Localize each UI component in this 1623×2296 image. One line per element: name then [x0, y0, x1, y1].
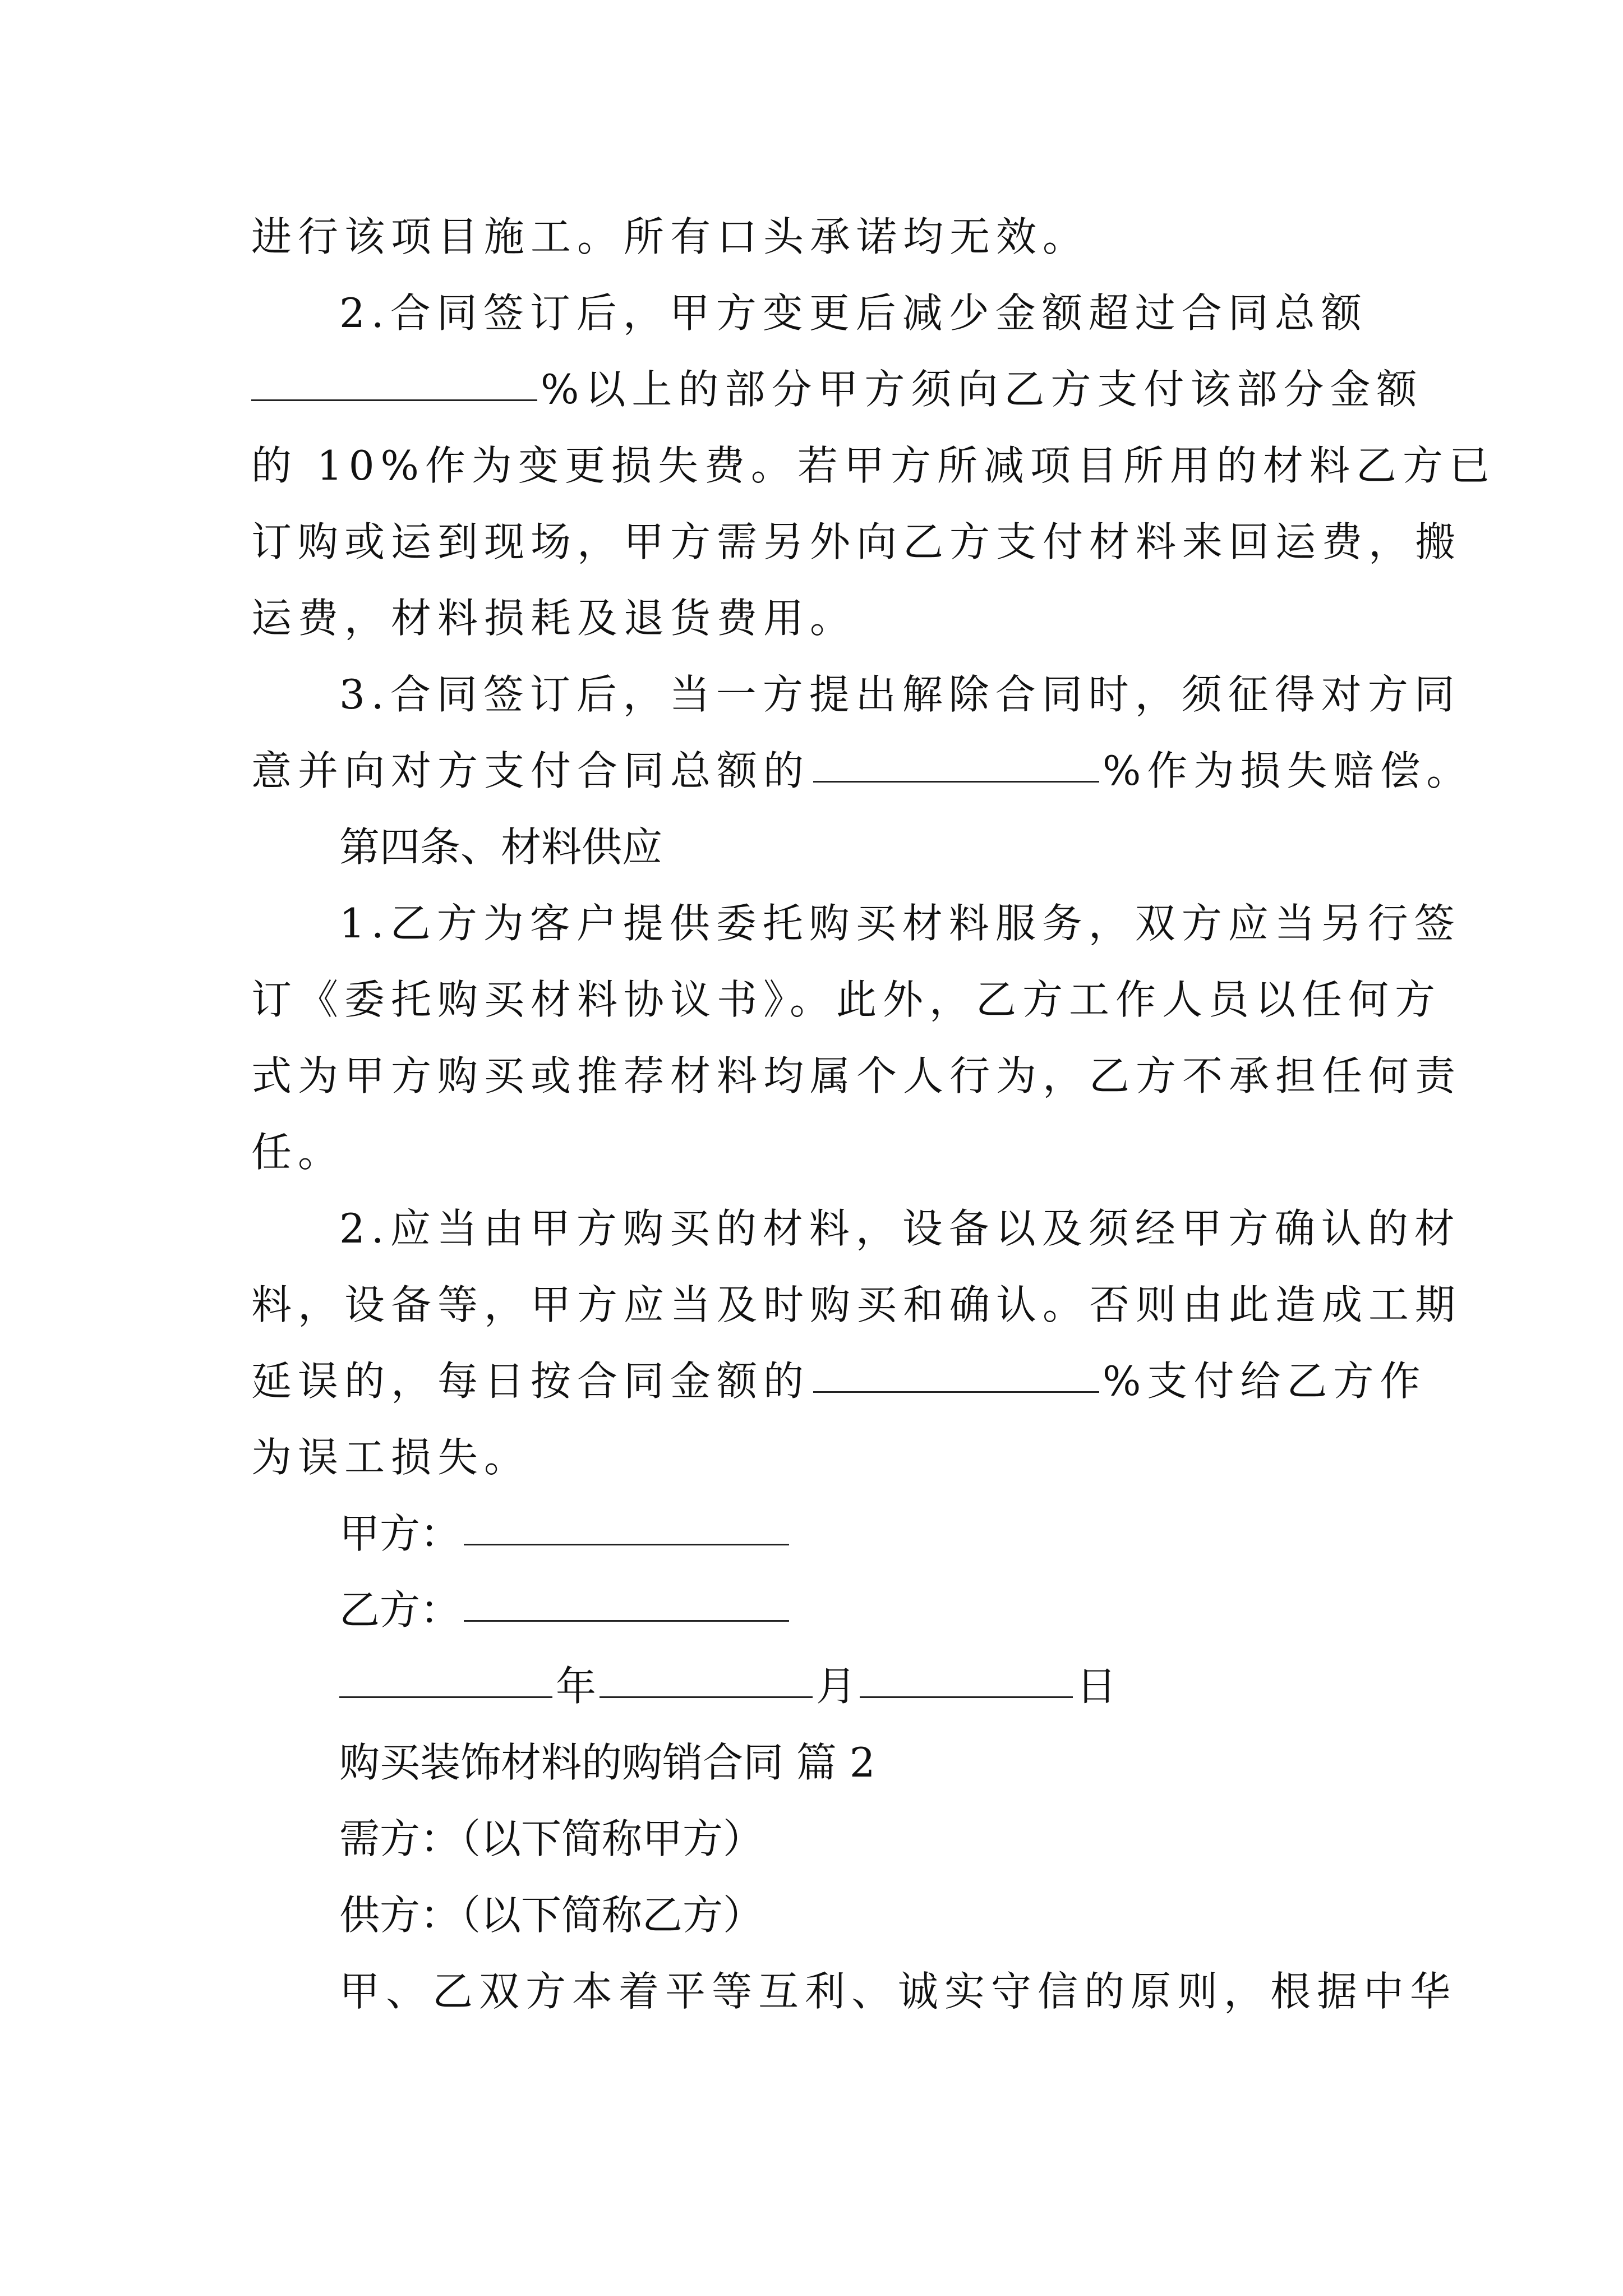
- supplier-line: 供方：（以下简称乙方）: [339, 1892, 764, 1939]
- text-line: 进行该项目施工。所有口头承诺均无效。: [251, 213, 1090, 260]
- buyer-line: 需方：（以下简称甲方）: [339, 1815, 764, 1862]
- fill-in-blank: [339, 1694, 552, 1698]
- fill-in-blank: [464, 1618, 789, 1622]
- text-line: 为误工损失。: [251, 1434, 531, 1481]
- text-line: 的 10%作为变更损失费。若甲方所减项目所用的材料乙方已: [251, 442, 1496, 489]
- party-b-label: 乙方：: [339, 1586, 461, 1634]
- section-heading: 第四条、材料供应: [339, 823, 663, 871]
- text-line: [251, 1353, 1426, 1409]
- signature-line-party-b: [339, 1582, 792, 1638]
- text-line: 运费，材料损耗及退货费用。: [251, 595, 857, 642]
- text-line: [251, 361, 1423, 417]
- text-line: 1.乙方为客户提供委托购买材料服务，双方应当另行签: [339, 900, 1461, 947]
- fill-in-blank: [251, 397, 537, 401]
- text-segment: %以上的部分甲方须向乙方支付该部分金额: [541, 366, 1423, 413]
- text-segment: %作为损失赔偿。: [1103, 747, 1473, 794]
- text-line: 3.合同签订后，当一方提出解除合同时，须征得对方同: [339, 671, 1461, 718]
- text-line: 式为甲方购买或推荐材料均属个人行为，乙方不承担任何责: [251, 1052, 1462, 1099]
- text-line: 料，设备等，甲方应当及时购买和确认。否则由此造成工期: [251, 1281, 1462, 1328]
- text-line: 2.合同签订后，甲方变更后减少金额超过合同总额: [339, 289, 1368, 337]
- date-line: [339, 1658, 1117, 1714]
- text-segment: 延误的，每日按合同金额的: [251, 1358, 810, 1405]
- fill-in-blank: [600, 1694, 813, 1698]
- signature-line-party-a: [339, 1506, 792, 1562]
- text-line: 订购或运到现场，甲方需另外向乙方支付材料来回运费，搬: [251, 518, 1462, 565]
- section-title: 购买装饰材料的购销合同 篇 2: [339, 1739, 875, 1786]
- text-line: 任。: [251, 1129, 345, 1176]
- fill-in-blank: [464, 1542, 789, 1545]
- text-line: 订《委托购买材料协议书》。此外，乙方工作人员以任何方: [251, 976, 1442, 1023]
- text-line: 甲、乙双方本着平等互利、诚实守信的原则，根据中华: [339, 1968, 1457, 2015]
- fill-in-blank: [813, 1389, 1099, 1393]
- text-line: 2.应当由甲方购买的材料，设备以及须经甲方确认的材: [339, 1205, 1461, 1252]
- text-line: [251, 743, 1473, 799]
- text-segment: 意并向对方支付合同总额的: [251, 747, 810, 794]
- date-month-label: 月: [816, 1663, 857, 1710]
- date-year-label: 年: [556, 1663, 597, 1710]
- fill-in-blank: [860, 1694, 1073, 1698]
- date-day-label: 日: [1076, 1663, 1117, 1710]
- text-segment: %支付给乙方作: [1103, 1358, 1427, 1405]
- fill-in-blank: [813, 779, 1099, 783]
- party-a-label: 甲方：: [339, 1510, 461, 1557]
